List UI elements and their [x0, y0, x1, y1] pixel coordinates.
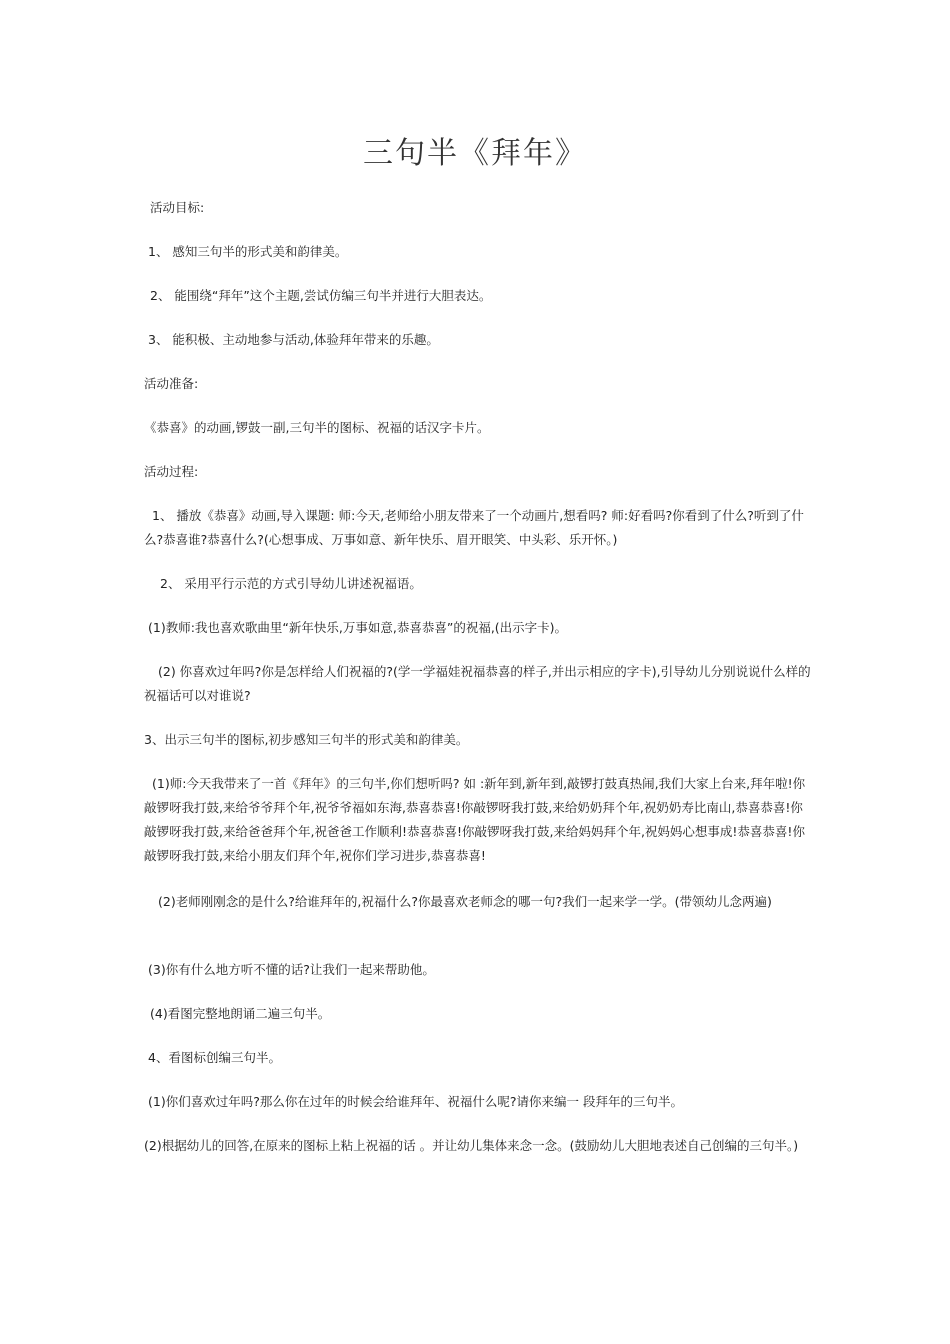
step-3-sub-1: (1)师:今天我带来了一首《拜年》的三句半,你们想听吗? 如 :新年到,新年到,敲锣打鼓真热闹,我们大家上台来,拜年啦!你敲锣呀我打鼓,来给爷爷拜个年,祝爷爷福如东海,恭喜恭喜!你敲锣呀我打鼓,来给奶奶拜个年,祝奶奶寿比南山,恭喜恭喜!你敲锣呀我打鼓,来给爸爸拜个年,祝爸爸工作顺利!恭喜恭喜!你敲锣呀我打鼓,来给妈妈拜个年,祝妈妈心想事成!恭喜恭喜!你敲锣呀我打鼓,来给小朋友们拜个年,祝你们学习进步,恭喜恭喜! [144, 776, 806, 863]
step-2: 2、 采用平行示范的方式引导幼儿讲述祝福语。 [160, 576, 422, 591]
page-title: 三句半《拜年》 [363, 136, 587, 171]
step-2-sub-1: (1)教师:我也喜欢歌曲里“新年快乐,万事如意,恭喜恭喜”的祝福,(出示字卡)。 [148, 620, 568, 635]
goal-item-2: 2、 能围绕“拜年”这个主题,尝试仿编三句半并进行大胆表达。 [150, 288, 492, 303]
step-3-sub-2: (2)老师刚刚念的是什么?给谁拜年的,祝福什么?你最喜欢老师念的哪一句?我们一起来学一学。(带领幼儿念两遍) [158, 894, 772, 909]
step-1: 1、 播放《恭喜》动画,导入课题: 师:今天,老师给小朋友带来了一个动画片,想看吗? 师:好看吗?你看到了什么?听到了什么?恭喜谁?恭喜什么?(心想事成、万事如意、新年快乐、眉开眼笑、中头彩、乐开怀。) [144, 508, 804, 547]
step-2-sub-2: (2) 你喜欢过年吗?你是怎样给人们祝福的?(学一学福娃祝福恭喜的样子,并出示相应的字卡),引导幼儿分别说说什么样的祝福话可以对谁说? [144, 664, 811, 703]
prep-text: 《恭喜》的动画,锣鼓一副,三句半的图标、祝福的话汉字卡片。 [144, 420, 490, 435]
step-3-sub-4: (4)看图完整地朗诵二遍三句半。 [150, 1006, 331, 1021]
process-heading: 活动过程: [144, 464, 199, 479]
step-4-sub-1: (1)你们喜欢过年吗?那么你在过年的时候会给谁拜年、祝福什么呢?请你来编一 段拜年的三句半。 [148, 1094, 683, 1109]
step-3: 3、出示三句半的图标,初步感知三句半的形式美和韵律美。 [144, 732, 469, 747]
goal-item-1: 1、 感知三句半的形式美和韵律美。 [148, 244, 348, 259]
goals-heading: 活动目标: [150, 200, 205, 215]
step-4-sub-2: (2)根据幼儿的回答,在原来的图标上粘上祝福的话 。并让幼儿集体来念一念。(鼓励幼儿大胆地表述自己创编的三句半。) [144, 1138, 799, 1153]
step-3-sub-3: (3)你有什么地方听不懂的话?让我们一起来帮助他。 [148, 962, 435, 977]
prep-heading: 活动准备: [144, 376, 199, 391]
step-4: 4、看图标创编三句半。 [148, 1050, 281, 1065]
goal-item-3: 3、 能积极、主动地参与活动,体验拜年带来的乐趣。 [148, 332, 439, 347]
